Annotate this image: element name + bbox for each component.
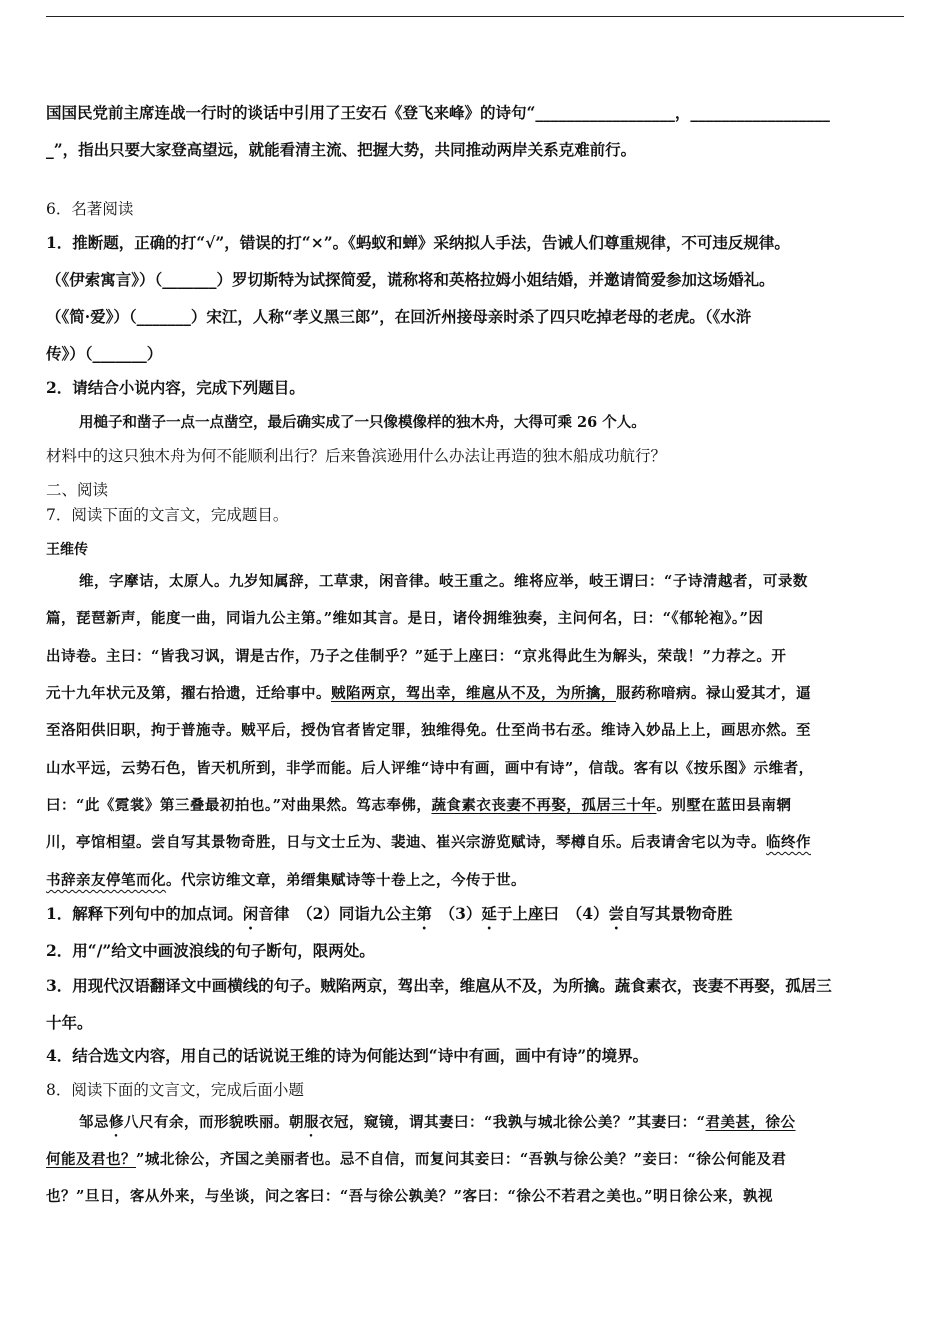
dotted-word: 闲: [242, 904, 259, 923]
wavy-underlined-sentence: 书辞亲友停笔而化: [46, 872, 166, 889]
passage-text: 八尺有余，而形貌昳丽。朝: [124, 1114, 304, 1131]
passage-text: 服药称喑病。禄山爱其才，逼: [616, 685, 811, 702]
dotted-word: 第: [416, 904, 432, 923]
question-text: 自写其景物奇胜: [624, 904, 733, 923]
question-segments: [46, 904, 733, 923]
question-7-3: 3．用现代汉语翻译文中画横线的句子。贼陷两京，驾出幸，维扈从不及，为所擒。蔬食素衣，丧妻不再娶，孤居三: [46, 976, 832, 995]
top-rule: [46, 16, 904, 17]
question-7-4: 4．结合选文内容，用自己的话说说王维的诗为何能达到“诗中有画，画中有诗”的境界。: [46, 1046, 649, 1065]
question-text: 于上座曰 （4）: [496, 904, 609, 923]
underlined-sentence: 君美甚，徐公: [705, 1114, 796, 1131]
text-line: 国国民党前主席连战一行时的谈话中引用了王安石《登飞来峰》的诗句“__________________，__________________: [46, 103, 830, 122]
passage-line: [46, 833, 811, 853]
passage-line: 也？”旦日，客从外来，与坐谈，问之客曰：“吾与徐公孰美？”客曰：“徐公不若君之美也。”明日徐公来，孰视: [46, 1188, 773, 1205]
question-text: 1．解释下列句中的加点词。: [46, 904, 243, 923]
quoted-passage: 用槌子和凿子一点一点凿空，最后确实成了一只像模像样的独木舟，大得可乘 26 个人。: [79, 414, 646, 431]
passage-line: 山水平远，云势石色，皆天机所到，非学而能。后人评维“诗中有画，画中有诗”，信哉。客有以《按乐图》示维者，: [46, 760, 814, 777]
passage-line: [46, 871, 526, 891]
passage-text: 邹忌: [79, 1114, 109, 1131]
passage-line: 出诗卷。主曰：“皆我习讽，谓是古作，乃子之佳制乎？”延于上座曰：“京兆得此生为解头，荣哉！”力荐之。开: [46, 648, 787, 665]
text-line: 1．推断题，正确的打“√”，错误的打“×”。《蚂蚁和蝉》采纳拟人手法，告诫人们尊重规律，不可违反规律。: [46, 233, 790, 252]
underlined-sentence: 何能及君也？: [46, 1151, 136, 1168]
underlined-sentence: 蔬食素衣丧妻不再娶，孤居三十年: [431, 797, 657, 814]
dotted-word: 延: [481, 904, 497, 923]
text-line: 2．请结合小说内容，完成下列题目。: [46, 378, 305, 397]
dotted-word: 服: [304, 1114, 319, 1131]
underlined-sentence: 贼陷两京，驾出幸，维扈从不及，为所擒，: [331, 685, 616, 702]
passage-text: 川，亭馆相望。尝自写其景物奇胜，日与文士丘为、裴迪、崔兴宗游览赋诗，琴樽自乐。后表请舍宅以为寺。: [46, 834, 766, 851]
text-line: （《伊索寓言》）（_______）罗切斯特为试探简爱，谎称将和英格拉姆小姐结婚，并邀请简爱参加这场婚礼。: [46, 270, 775, 289]
passage-line: [46, 1150, 786, 1170]
wavy-underlined-sentence: 临终作: [766, 834, 811, 851]
passage-text: 元十九年状元及第，擢右拾遗，迁给事中。: [46, 685, 331, 702]
text-line: 传》）（_______）: [46, 344, 163, 363]
passage-title: 王维传: [46, 542, 88, 558]
question-7-1: [46, 904, 733, 933]
section-heading: 二、阅读: [46, 481, 109, 499]
passage-text: ”城北徐公，齐国之美丽者也。忌不自信，而复问其妾曰：“吾孰与徐公美？”妾曰：“徐公何能及君: [136, 1151, 787, 1168]
passage-line: [46, 684, 811, 704]
passage-text: 曰：“此《霓裳》第三叠最初拍也。”对曲果然。笃志奉佛，: [46, 797, 432, 814]
passage-line: [46, 796, 791, 816]
question-7-title: 7．阅读下面的文言文，完成题目。: [46, 506, 289, 524]
text-line: 材料中的这只独木舟为何不能顺利出行？后来鲁滨逊用什么办法让再造的独木船成功航行？: [46, 447, 667, 465]
question-6-title: 6．名著阅读: [46, 200, 134, 218]
passage-line: 至洛阳供旧职，拘于普施寺。贼平后，授伪官者皆定罪，独维得免。仕至尚书右丞。维诗入妙品上上，画思亦然。至: [46, 722, 811, 739]
question-7-3-cont: 十年。: [46, 1013, 93, 1032]
question-text: 音律 （2）同诣九公主: [258, 904, 417, 923]
dotted-word: 修: [109, 1114, 124, 1131]
passage-line: 维，字摩诘，太原人。九岁知属辞，工草隶，闲音律。岐王重之。维将应举，岐王谓曰：“子诗清越者，可录数: [79, 573, 808, 590]
dotted-word: 尝: [608, 904, 624, 923]
text-line: _”，指出只要大家登高望远，就能看清主流、把握大势，共同推动两岸关系克难前行。: [46, 140, 637, 159]
text-line: （《简·爱》）（_______）宋江，人称“孝义黑三郎”，在回沂州接母亲时杀了四只吃掉老母的老虎。（《水浒: [46, 307, 752, 326]
question-text: （3）: [431, 904, 482, 923]
question-8-title: 8．阅读下面的文言文，完成后面小题: [46, 1081, 304, 1099]
passage-text: 。别墅在蓝田县南辋: [656, 797, 792, 814]
passage-text: 。代宗访维文章，弟缙集赋诗等十卷上之，今传于世。: [166, 872, 526, 889]
passage-line: [79, 1113, 796, 1140]
passage-line: 篇，琵琶新声，能度一曲，同诣九公主第。”维如其言。是日，诸伶拥维独奏，主问何名，曰：“《郁轮袍》。”因: [46, 610, 764, 627]
passage-text: 衣冠，窥镜，谓其妻曰：“我孰与城北徐公美？”其妻曰：“: [319, 1114, 706, 1131]
question-7-2: 2．用“/”给文中画波浪线的句子断句，限两处。: [46, 941, 375, 960]
